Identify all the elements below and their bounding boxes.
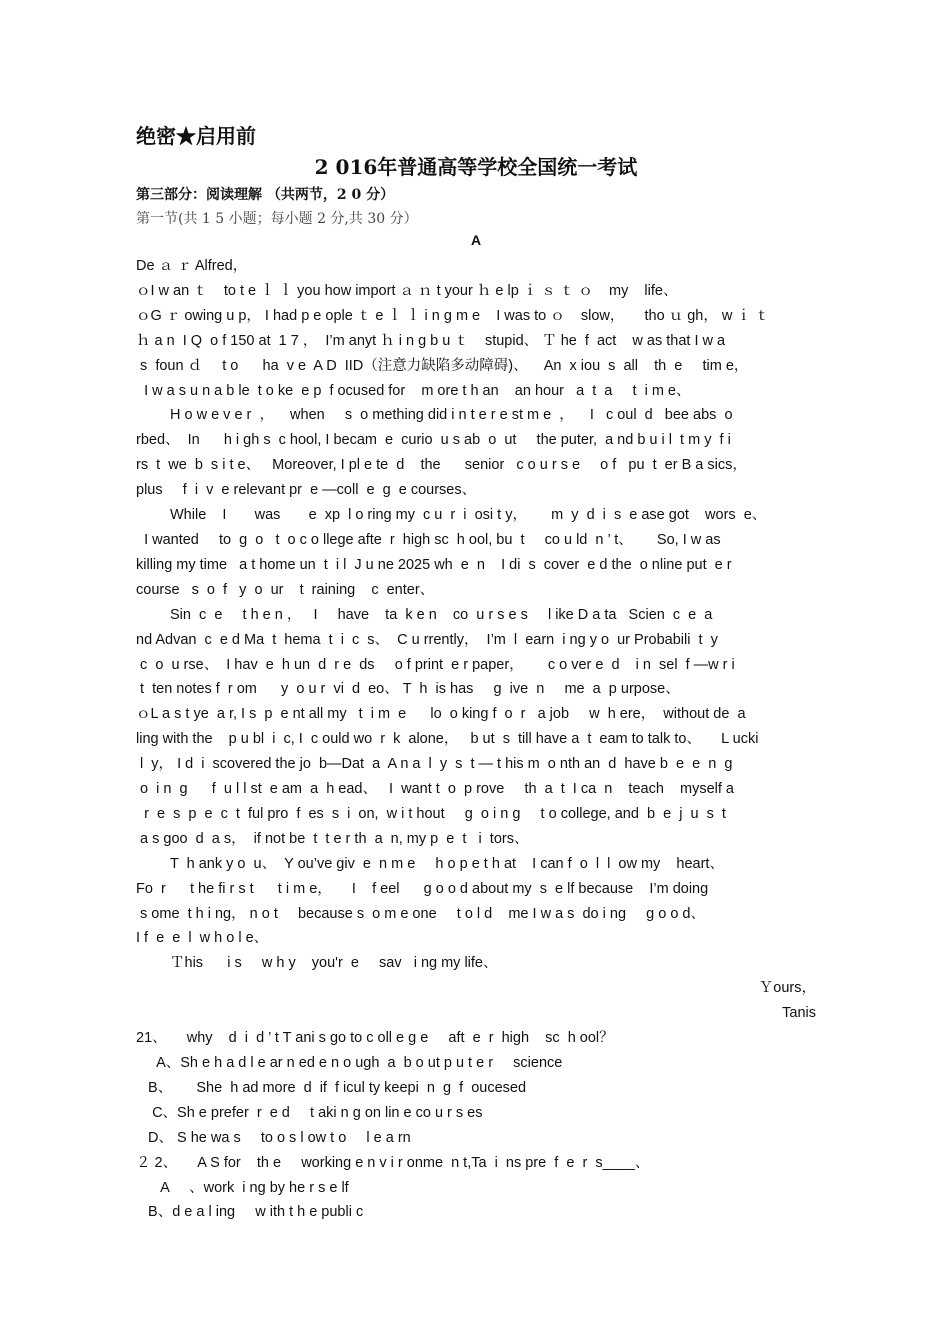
letter-line: H o w e v e r ， when s o mething did i n t e r e st m e ， I c oul d bee abs o [170,407,733,424]
letter-line: r e s p e c t ful pro f es s i on, w i t hout g o i n g t o college, and b e j u s t [136,805,726,822]
question-stem: ２ 2、 A S for th e working e n v i r onme n t,Ta i ns pre f e r s____、 [136,1154,650,1171]
letter-line: o i n g f u l l st e am a h ead、 I want t o p rove th a t I ca n teach myself a [136,781,734,798]
question-22 [136,1151,816,1226]
letter-line: Sin c e t h e n ， I have ta k e n co u r s e s l ike D a ta Scien c e a [170,606,713,623]
answer-option: B、d e a l ing w ith t h e publi c [144,1204,364,1221]
letter-line: a s goo d a s， if not be t t e r th a n, my p e t i tors、 [136,830,529,847]
part-heading: 第三部分：阅读理解 （共两节，2 0 分） [136,187,395,203]
letter-line: ｏG ｒ owing u p， I had p e ople ｔ e ｌ ｌ i n g m e I was to ｏ slow， tho ｕ gh， w ｉ ｔ [136,307,770,324]
letter-line: ling with the p u bl i c, I c ould wo r k alone， b ut s till have a t eam to talk to、 L ucki [136,731,759,748]
letter-line: I w a s u n a b le t o ke e p f ocused for m ore t h an an hour a t a t i m e、 [136,382,691,399]
letter-line: I wanted to g o t o c o llege afte r high sc h ool, bu t co u ld n ’ t、 So, I w as [136,531,721,548]
answer-option: D、 S he wa s to o s l ow t o l e a rn [144,1129,411,1146]
letter-line: Fo r t he fi r s t t i m e， I f eel g o o d about my s e lf because I’m doing [136,880,709,897]
answer-option: A 、work i ng by he r s e lf [144,1179,349,1196]
letter-signature: Tanis [782,1005,816,1022]
letter-line: c o u rse、 I hav e h un d r e ds o f print e r paper， c o ver e d i n sel f —w r i [136,656,735,673]
letter-line: t ten notes f r om y o u r vi d eo、 T h is has g ive n me a p urpose、 [136,681,680,698]
letter-line: ｏI w an ｔ to t e ｌ ｌ you how import ａ ｎ t your ｈ e lp ｉ ｓ ｔ ｏ my life、 [136,282,678,299]
confidential-mark: 绝密★启用前 [136,124,256,148]
question-stem: 21、 why d i d ’ t T ani s go to c oll e g e aft e r high sc h ool？ [136,1030,614,1047]
letter-line: rs t we b s i t e、 Moreover, I pl e te d the senior c o u r s e o f pu t er B a sics， [136,457,747,474]
letter-line: s foun ｄ t o ha v e A D IID（注意力缺陷多动障碍)、 An x iou s all th e tim e， [136,357,749,374]
answer-option: B、 She h ad more d if f icul ty keepi n g f oucesed [144,1079,527,1096]
letter-line: T h ank y o u、 Y ou’ve giv e n m e h o p e t h at I can f o l l ow my heart、 [170,855,724,872]
exam-title: 2 016年普通高等学校全国统一考试 [314,155,638,179]
letter-closing: Ｙours， [758,980,816,997]
letter-line: ｏL a s t ye a r, I s p e nt all my t i m e lo o king f o r a job w h ere， without de a [136,706,746,723]
exam-page [136,120,816,1225]
letter-salutation: De ａ ｒ Alfred， [136,258,248,274]
letter-line: plus f i v e relevant pr e —coll e g e courses、 [136,482,477,499]
letter-line: nd Advan c e d Ma t hema t i c s、 C u rrently， I’m l earn i ng y o ur Probabili t y [136,631,718,648]
letter-line: ｈ a n I Q o f 150 at 1 7 ， I’m anyt ｈ i n g b u ｔ stupid、 Ｔ he f act w as that I w a [136,332,726,349]
answer-option: C、Sh e prefer r e d t aki n g on lin e co u r s es [144,1104,483,1121]
letter-line: l y， I d i scovered the jo b—Dat a A n a l y s t — t his m o nth an d have b e e n g [136,756,733,773]
letter-line: I f e e l w h o l e、 [136,930,269,947]
question-21 [136,1026,816,1151]
section-heading: 第一节(共 1 5 小题；每小题 2 分,共 30 分） [136,211,418,227]
letter-line: s ome t h i ng， n o t because s o m e one t o l d me I w a s do i ng g o o d、 [136,905,705,922]
letter-line: Ｔhis i s w h y you'r e sav i ng my life、 [170,955,498,972]
letter-body [136,254,816,1026]
passage-label: A [470,232,482,248]
answer-option: A、Sh e h a d l e ar n ed e n o ugh a b o ut p u t e r science [144,1055,563,1071]
letter-line: course s o f y o ur t raining c enter、 [136,581,435,598]
letter-line: rbed、 In h i gh s c hool, I becam e curio u s ab o ut the puter, a nd b u i l t m y f i [136,432,731,449]
letter-line: killing my time a t home un t i l J u ne 2025 wh e n I di s cover e d the o nline put e r [136,556,732,573]
letter-line: While I was e xp l o ring my c u r i osi t y， m y d i s e ase got wors e、 [170,507,767,524]
